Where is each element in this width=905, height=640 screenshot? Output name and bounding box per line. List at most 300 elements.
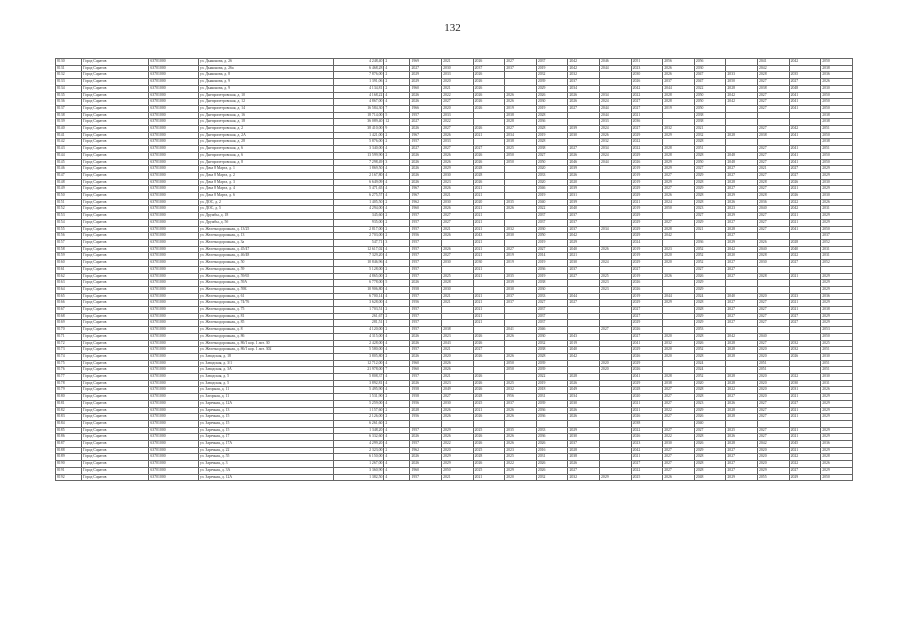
year-cell: 2029 xyxy=(442,427,474,434)
code-cell: 63701000 xyxy=(149,280,198,287)
year-cell: 2038 xyxy=(536,347,568,354)
year-cell: 2030 xyxy=(821,353,853,360)
year-cell: 2042 xyxy=(631,85,663,92)
year-cell: 2023 xyxy=(442,380,474,387)
area-cell: 6 150,00 xyxy=(333,454,384,461)
year-cell: 2046 xyxy=(568,159,600,166)
code-cell: 63701000 xyxy=(149,467,198,474)
row-number: 8148 xyxy=(56,179,82,186)
year-cell: 2029 xyxy=(631,380,663,387)
table-row xyxy=(56,380,853,387)
area-cell: 2 817,00 xyxy=(333,226,384,233)
row-number: 8185 xyxy=(56,427,82,434)
year-cell: 2027 xyxy=(694,427,726,434)
year-cell: 2030 xyxy=(821,193,853,200)
year-cell: 1960 xyxy=(410,467,442,474)
table-row xyxy=(56,441,853,448)
year-cell: 2025 xyxy=(505,380,537,387)
year-cell: 2020 xyxy=(663,353,695,360)
year-cell: 2022 xyxy=(789,461,821,468)
year-cell: 2026 xyxy=(410,380,442,387)
year-cell: 2052 xyxy=(694,347,726,354)
year-cell: 2041 xyxy=(789,99,821,106)
area-cell: 6 261,60 xyxy=(333,420,384,427)
code-cell: 63701000 xyxy=(149,320,198,327)
year-cell: 2029 xyxy=(442,166,474,173)
code-cell: 63701000 xyxy=(149,179,198,186)
year-cell: 2026 xyxy=(726,434,758,441)
address-cell: ул. Заводская, д. 3А xyxy=(198,367,333,374)
year-cell: 2037 xyxy=(568,79,600,86)
year-cell xyxy=(600,300,632,307)
address-cell: ул. Дружбы, д. 18 xyxy=(198,213,333,220)
table-row xyxy=(56,420,853,427)
area-cell: 261,67 xyxy=(333,313,384,320)
year-cell: 2034 xyxy=(568,85,600,92)
year-cell: 2042 xyxy=(568,233,600,240)
year-cell xyxy=(600,166,632,173)
year-cell: 2025 xyxy=(505,146,537,153)
year-cell: 2026 xyxy=(631,286,663,293)
city-cell: Город Саратов xyxy=(82,447,149,454)
year-cell xyxy=(568,139,600,146)
year-cell: 2026 xyxy=(473,126,505,133)
year-cell: 2026 xyxy=(473,105,505,112)
city-cell: Город Саратов xyxy=(82,374,149,381)
year-cell: 2026 xyxy=(442,152,474,159)
year-cell: 2029 xyxy=(631,360,663,367)
table-row xyxy=(56,159,853,166)
year-cell: 2026 xyxy=(568,380,600,387)
year-cell: 2030 xyxy=(821,179,853,186)
year-cell xyxy=(663,266,695,273)
year-cell: 2042 xyxy=(568,353,600,360)
year-cell: 2030 xyxy=(568,434,600,441)
row-number: 8135 xyxy=(56,92,82,99)
year-cell: 2022 xyxy=(726,387,758,394)
year-cell: 2020 xyxy=(663,333,695,340)
year-cell: 2027 xyxy=(726,394,758,401)
table-row xyxy=(56,186,853,193)
year-cell: 1957 xyxy=(410,246,442,253)
year-cell: 2028 xyxy=(726,179,758,186)
year-cell: 2027 xyxy=(758,407,790,414)
year-cell: 2027 xyxy=(694,213,726,220)
year-cell: 2043 xyxy=(442,340,474,347)
code-cell: 63701000 xyxy=(149,300,198,307)
year-cell: 2020 xyxy=(442,353,474,360)
year-cell: 2027 xyxy=(789,320,821,327)
count-cell: 2 xyxy=(384,226,410,233)
year-cell: 2020 xyxy=(568,179,600,186)
address-cell: ул. Днепропетровская, д. 10 xyxy=(198,92,333,99)
year-cell: 2028 xyxy=(726,380,758,387)
address-cell: ул. Заводская, д. 18 xyxy=(198,353,333,360)
address-cell: ул. ДОС, д. 5 xyxy=(198,206,333,213)
row-number: 8160 xyxy=(56,260,82,267)
table-row xyxy=(56,253,853,260)
year-cell: 2029 xyxy=(631,233,663,240)
city-cell: Город Саратов xyxy=(82,99,149,106)
year-cell: 2026 xyxy=(410,353,442,360)
year-cell: 2026 xyxy=(505,441,537,448)
count-cell: 2 xyxy=(384,420,410,427)
year-cell: 2037 xyxy=(536,307,568,314)
code-cell: 63701000 xyxy=(149,166,198,173)
year-cell: 2037 xyxy=(505,300,537,307)
year-cell: 2042 xyxy=(726,246,758,253)
address-cell: ул. Заречная, д. 15 xyxy=(198,414,333,421)
year-cell: 2026 xyxy=(410,461,442,468)
year-cell: 2029 xyxy=(663,166,695,173)
year-cell: 2026 xyxy=(631,367,663,374)
city-cell: Город Саратов xyxy=(82,119,149,126)
table-body xyxy=(56,59,853,481)
year-cell: 2029 xyxy=(821,400,853,407)
year-cell: 2021 xyxy=(442,59,474,66)
year-cell: 2029 xyxy=(821,394,853,401)
year-cell: 2026 xyxy=(505,407,537,414)
year-cell: 2026 xyxy=(694,414,726,421)
year-cell: 2028 xyxy=(663,92,695,99)
year-cell: 2026 xyxy=(631,327,663,334)
year-cell: 2019 xyxy=(505,260,537,267)
city-cell: Город Саратов xyxy=(82,65,149,72)
year-cell: 2039 xyxy=(568,186,600,193)
city-cell: Город Саратов xyxy=(82,293,149,300)
year-cell: 2033 xyxy=(442,112,474,119)
year-cell: 2026 xyxy=(789,179,821,186)
row-number: 8163 xyxy=(56,280,82,287)
year-cell: 2045 xyxy=(789,441,821,448)
year-cell xyxy=(473,139,505,146)
year-cell xyxy=(568,327,600,334)
year-cell: 2037 xyxy=(536,219,568,226)
year-cell xyxy=(600,407,632,414)
year-cell: 2050 xyxy=(663,206,695,213)
city-cell: Город Саратов xyxy=(82,213,149,220)
city-cell: Город Саратов xyxy=(82,467,149,474)
year-cell: 1957 xyxy=(410,213,442,220)
address-cell: ул. Днепропетровская, д. 28 xyxy=(198,139,333,146)
area-cell: 1 391,06 xyxy=(333,79,384,86)
year-cell: 2027 xyxy=(410,146,442,153)
year-cell: 2027 xyxy=(663,461,695,468)
year-cell: 2027 xyxy=(758,320,790,327)
year-cell: 2044 xyxy=(663,293,695,300)
code-cell: 63701000 xyxy=(149,152,198,159)
year-cell: 2029 xyxy=(821,213,853,220)
area-cell: 4 120,00 xyxy=(333,327,384,334)
year-cell: 2026 xyxy=(536,467,568,474)
year-cell: 2028 xyxy=(726,85,758,92)
year-cell: 2025 xyxy=(473,447,505,454)
count-cell: 4 xyxy=(384,340,410,347)
year-cell: 2026 xyxy=(821,199,853,206)
address-cell: ул. Железнодорожная, д. 59 xyxy=(198,266,333,273)
area-cell: 4 299,20 xyxy=(333,441,384,448)
year-cell xyxy=(600,186,632,193)
year-cell: 2047 xyxy=(694,72,726,79)
year-cell xyxy=(821,420,853,427)
year-cell: 2019 xyxy=(631,253,663,260)
city-cell: Город Саратов xyxy=(82,394,149,401)
year-cell: 2030 xyxy=(536,333,568,340)
year-cell: 2027 xyxy=(758,307,790,314)
year-cell xyxy=(600,239,632,246)
year-cell xyxy=(789,333,821,340)
count-cell: 4 xyxy=(384,92,410,99)
count-cell: 4 xyxy=(384,300,410,307)
table-row xyxy=(56,320,853,327)
year-cell: 2026 xyxy=(694,441,726,448)
code-cell: 63701000 xyxy=(149,193,198,200)
year-cell: 2020 xyxy=(758,387,790,394)
year-cell: 2022 xyxy=(442,119,474,126)
year-cell xyxy=(473,360,505,367)
area-cell: 1 869,50 xyxy=(333,166,384,173)
year-cell: 2028 xyxy=(410,407,442,414)
year-cell: 2028 xyxy=(442,280,474,287)
year-cell: 2025 xyxy=(442,273,474,280)
year-cell: 2033 xyxy=(536,427,568,434)
address-cell: ул. Железнодорожная, д. 75 xyxy=(198,307,333,314)
year-cell: 2019 xyxy=(663,105,695,112)
year-cell: 2028 xyxy=(473,166,505,173)
year-cell xyxy=(600,340,632,347)
year-cell: 2029 xyxy=(726,193,758,200)
year-cell xyxy=(505,347,537,354)
count-cell: 4 xyxy=(384,434,410,441)
area-cell: 1 703,51 xyxy=(333,307,384,314)
year-cell: 2019 xyxy=(505,253,537,260)
year-cell xyxy=(789,327,821,334)
year-cell xyxy=(789,233,821,240)
address-cell: ул. Железнодорожная, д. 45/47 xyxy=(198,246,333,253)
count-cell: 2 xyxy=(384,72,410,79)
table-row xyxy=(56,65,853,72)
year-cell: 2034 xyxy=(505,132,537,139)
count-cell: 4 xyxy=(384,172,410,179)
year-cell: 2022 xyxy=(536,206,568,213)
table-row xyxy=(56,105,853,112)
year-cell: 2027 xyxy=(726,447,758,454)
year-cell: 2028 xyxy=(473,172,505,179)
year-cell xyxy=(789,280,821,287)
year-cell: 2050 xyxy=(821,333,853,340)
year-cell: 2040 xyxy=(536,199,568,206)
area-cell: 3 805,80 xyxy=(333,353,384,360)
count-cell: 2 xyxy=(384,313,410,320)
row-number: 8161 xyxy=(56,266,82,273)
year-cell: 2025 xyxy=(631,474,663,481)
year-cell: 2033 xyxy=(726,72,758,79)
year-cell: 2030 xyxy=(505,286,537,293)
year-cell: 2021 xyxy=(789,427,821,434)
address-cell: ул. Железнодорожная, д. 86 xyxy=(198,333,333,340)
year-cell xyxy=(600,461,632,468)
year-cell: 2046 xyxy=(536,186,568,193)
year-cell: 2027 xyxy=(410,65,442,72)
table-row xyxy=(56,360,853,367)
year-cell: 2027 xyxy=(663,400,695,407)
year-cell: 2021 xyxy=(473,407,505,414)
year-cell xyxy=(600,253,632,260)
year-cell xyxy=(726,139,758,146)
code-cell: 63701000 xyxy=(149,79,198,86)
year-cell xyxy=(568,280,600,287)
year-cell: 2030 xyxy=(442,286,474,293)
year-cell: 2021 xyxy=(789,447,821,454)
address-cell: ул. Днепропетровская, д. 18 xyxy=(198,119,333,126)
code-cell: 63701000 xyxy=(149,434,198,441)
area-cell: 345,60 xyxy=(333,213,384,220)
address-cell: ул. Дача 8 Марта, д. 1 xyxy=(198,166,333,173)
area-cell: 7 329,20 xyxy=(333,253,384,260)
year-cell: 2025 xyxy=(726,427,758,434)
table-row xyxy=(56,126,853,133)
city-cell: Город Саратов xyxy=(82,172,149,179)
year-cell: 2040 xyxy=(758,333,790,340)
year-cell: 2038 xyxy=(694,119,726,126)
year-cell: 2050 xyxy=(536,233,568,240)
row-number: 8141 xyxy=(56,132,82,139)
year-cell: 2020 xyxy=(758,447,790,454)
year-cell: 2030 xyxy=(442,260,474,267)
year-cell: 2042 xyxy=(568,59,600,66)
area-cell: 2 126,00 xyxy=(333,414,384,421)
address-cell: ул. Заречная, д. 3 xyxy=(198,461,333,468)
table-row xyxy=(56,280,853,287)
year-cell xyxy=(821,266,853,273)
year-cell: 2021 xyxy=(473,206,505,213)
address-cell: ул. Железнодорожная, д. 86/1 кор. 1 лит. 30 xyxy=(198,340,333,347)
year-cell: 2021 xyxy=(473,213,505,220)
year-cell: 2039 xyxy=(536,367,568,374)
year-cell: 2036 xyxy=(536,119,568,126)
year-cell: 2026 xyxy=(410,152,442,159)
year-cell: 2020 xyxy=(758,380,790,387)
area-cell: 1 531,90 xyxy=(333,394,384,401)
year-cell xyxy=(789,266,821,273)
code-cell: 63701000 xyxy=(149,441,198,448)
row-number: 8165 xyxy=(56,293,82,300)
year-cell xyxy=(473,280,505,287)
year-cell: 2040 xyxy=(568,347,600,354)
year-cell: 2026 xyxy=(442,434,474,441)
year-cell: 2019 xyxy=(505,105,537,112)
year-cell xyxy=(473,286,505,293)
table-row xyxy=(56,166,853,173)
code-cell: 63701000 xyxy=(149,427,198,434)
year-cell xyxy=(758,420,790,427)
year-cell: 2024 xyxy=(694,293,726,300)
year-cell: 2028 xyxy=(726,340,758,347)
year-cell: 2037 xyxy=(568,219,600,226)
year-cell: 2027 xyxy=(473,146,505,153)
year-cell xyxy=(600,427,632,434)
count-cell: 12 xyxy=(384,119,410,126)
year-cell: 2022 xyxy=(442,92,474,99)
year-cell: 2051 xyxy=(631,59,663,66)
area-cell: 4 248,40 xyxy=(333,59,384,66)
year-cell: 2019 xyxy=(631,179,663,186)
year-cell: 2028 xyxy=(694,199,726,206)
year-cell xyxy=(600,387,632,394)
year-cell: 2026 xyxy=(473,72,505,79)
year-cell: 2052 xyxy=(821,260,853,267)
address-cell: ул. Железнодорожная, д. 86/1 кор. 1 лит. 302 xyxy=(198,347,333,354)
code-cell: 63701000 xyxy=(149,333,198,340)
year-cell: 2027 xyxy=(758,414,790,421)
year-cell: 2028 xyxy=(663,146,695,153)
year-cell: 1957 xyxy=(410,239,442,246)
city-cell: Город Саратов xyxy=(82,307,149,314)
table-row xyxy=(56,219,853,226)
year-cell: 2050 xyxy=(505,159,537,166)
year-cell: 2026 xyxy=(473,374,505,381)
year-cell xyxy=(663,119,695,126)
year-cell: 2026 xyxy=(410,159,442,166)
year-cell: 2026 xyxy=(631,353,663,360)
year-cell: 2029 xyxy=(821,447,853,454)
row-number: 8175 xyxy=(56,360,82,367)
row-number: 8159 xyxy=(56,253,82,260)
year-cell: 2029 xyxy=(726,213,758,220)
city-cell: Город Саратов xyxy=(82,280,149,287)
year-cell: 2020 xyxy=(600,367,632,374)
address-cell: ул. Заводская, д. 5 xyxy=(198,374,333,381)
year-cell: 1957 xyxy=(410,327,442,334)
year-cell: 2020 xyxy=(758,293,790,300)
address-cell: ул. Заречная, д. 55 xyxy=(198,454,333,461)
year-cell: 2021 xyxy=(473,273,505,280)
row-number: 8173 xyxy=(56,347,82,354)
table-row xyxy=(56,99,853,106)
year-cell: 2026 xyxy=(505,206,537,213)
year-cell: 2021 xyxy=(442,293,474,300)
table-row xyxy=(56,206,853,213)
table-row xyxy=(56,119,853,126)
code-cell: 63701000 xyxy=(149,132,198,139)
year-cell: 2022 xyxy=(505,461,537,468)
year-cell: 2042 xyxy=(568,65,600,72)
table-row xyxy=(56,193,853,200)
year-cell: 2032 xyxy=(536,474,568,481)
year-cell: 2021 xyxy=(789,434,821,441)
year-cell: 2023 xyxy=(694,206,726,213)
count-cell: 2 xyxy=(384,219,410,226)
year-cell xyxy=(726,126,758,133)
address-cell: ул. Дача 8 Марта, д. 2 xyxy=(198,172,333,179)
city-cell: Город Саратов xyxy=(82,226,149,233)
table-row xyxy=(56,407,853,414)
year-cell: 2042 xyxy=(758,65,790,72)
year-cell: 2027 xyxy=(726,461,758,468)
count-cell: 5 xyxy=(384,280,410,287)
year-cell: 2026 xyxy=(410,280,442,287)
year-cell: 2021 xyxy=(789,407,821,414)
count-cell: 4 xyxy=(384,347,410,354)
year-cell: 2028 xyxy=(726,353,758,360)
year-cell: 2042 xyxy=(789,59,821,66)
year-cell: 2016 xyxy=(536,447,568,454)
year-cell xyxy=(758,280,790,287)
year-cell: 2032 xyxy=(536,340,568,347)
year-cell: 2028 xyxy=(789,239,821,246)
year-cell: 2028 xyxy=(505,119,537,126)
year-cell: 1960 xyxy=(410,85,442,92)
